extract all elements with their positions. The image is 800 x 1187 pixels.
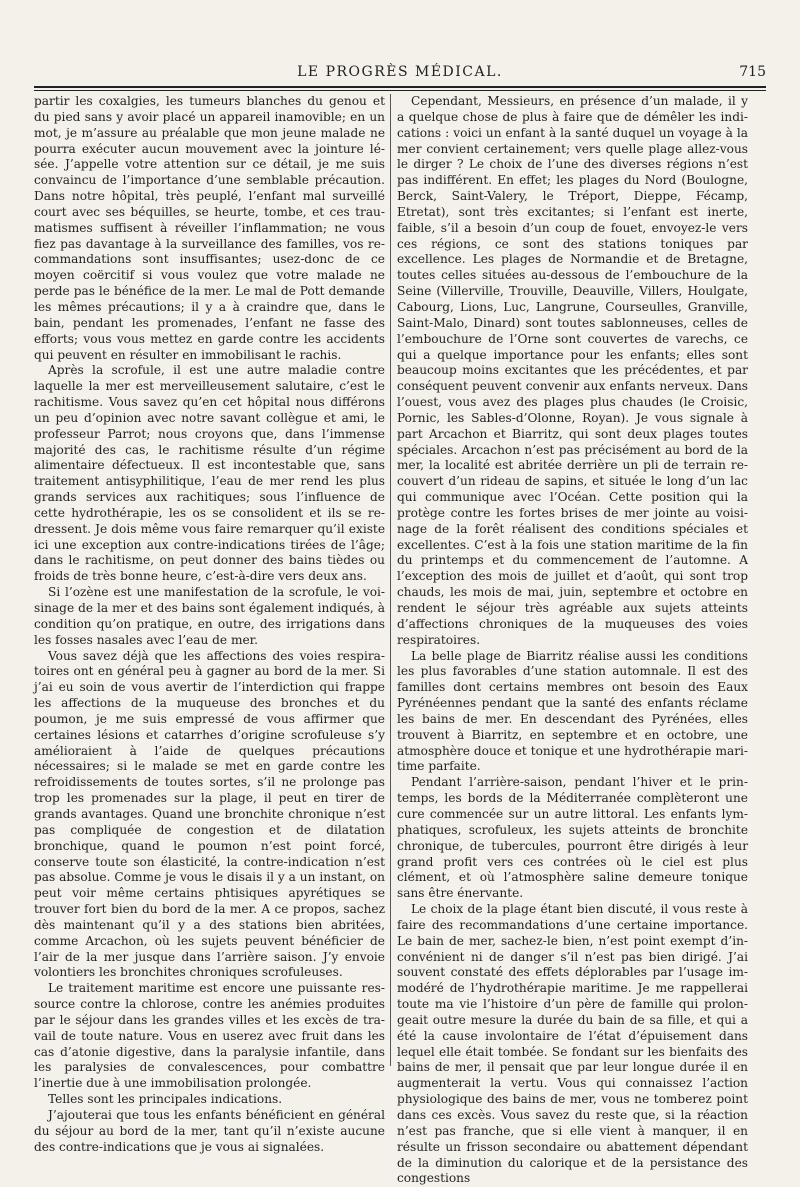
- paragraph: Vous savez déjà que les affections des voies respiratoires ont en général peu à gagner au bord de la mer. Si j’ai eu soin de vous avertir de l’interdiction qui frappe les affections de la muqueuse des bronches et du poumon, je me suis empressé de vous affirmer que certaines lésions et catarrhes d’origine scrofuleuse s’y amélioraient à l’aide de quelques précautions nécessaires; si le malade se met en garde contre les refroidissements de toutes sortes, s’il ne prolonge pas trop les promenades sur la plage, il peut en tirer de grands avantages. Quand une bronchite chronique n’est pas compliquée de congestion et de dilatation bronchique, quand le poumon n’est point forcé, conserve toute son élasticité, la contre-indication n’est pas absolue. Comme je vous le disais il y a un instant, on peut voir même certains phtisiques apyrétiques se trouver fort bien du bord de la mer. A ce propos, sachez dès maintenant qu’il y a des stations bien abritées, comme Arcachon, où les sujets peuvent bénéficier de l’air de la mer jusque dans l’arrière saison. J’y envoie volontiers les bronchites chroniques scrofuleuses.: [34, 648, 385, 980]
- paragraph: Cependant, Messieurs, en présence d’un malade, il y a quelque chose de plus à faire que de démêler les indications : voici un enfant à la santé duquel un voyage à la mer convient certainement; vers quelle plage allez-vous le dirger ? Le choix de l’une des diverses régions n’est pas indifférent. En effet; les plages du Nord (Boulogne, Berck, Saint-Valery, le Tréport, Dieppe, Fécamp, Etretat), sont très excitantes; si l’enfant est inerte, faible, s’il a besoin d’un coup de fouet, envoyez-le vers ces régions, ce sont des stations toniques par excellence. Les plages de Normandie et de Bretagne, toutes celles situées au-dessous de l’embouchure de la Seine (Villerville, Trouville, Deauville, Villers, Houlgate, Cabourg, Lions, Luc, Langrune, Courseulles, Granville, Saint-Malo, Dinard) sont toutes sablonneuses, celles de l’embouchure de l’Orne sont couvertes de varechs, ce qui a quelque importance pour les enfants; elles sont beaucoup moins excitantes que les précédentes, et par conséquent peuvent convenir aux enfants nerveux. Dans l’ouest, vous avez des plages plus chaudes (le Croisic, Pornic, les Sables-d’Olonne, Royan). Je vous signale à part Arcachon et Biarritz, qui sont deux plages toutes spéciales. Arcachon n’est pas précisément au bord de la mer, la localité est abritée derrière un pli de terrain recouvert d’un rideau de sapins, et située le long d’un lac qui communique avec l’Océan. Cette position qui la protège contre les fortes brises de mer jointe au voisinage de la forêt réalisent des conditions spéciales et excellentes. C’est à la fois une station maritime de la fin du printemps et du commencement de l’automne. A l’exception des mois de juillet et d’août, qui sont trop chauds, les mois de mai, juin, septembre et octobre en rendent le séjour très agréable aux sujets atteints d’affections chroniques de la muqueuses des voies respiratoires.: [397, 94, 748, 647]
- header-rule-thin: [34, 90, 766, 91]
- paragraph: Le choix de la plage étant bien discuté, il vous reste à faire des recommandations d’une certaine importance. Le bain de mer, sachez-le bien, n’est point exempt d’inconvénient ni de danger s’il n’est pas bien dirigé. J’ai souvent constaté des effets déplorables par l’usage immodéré de l’hydrothérapie maritime. Je me rappellerai toute ma vie l’histoire d’un père de famille qui prolongeait outre mesure la durée du bain de sa fille, et qui a été la cause involontaire de l’état d’épuisement dans lequel elle était tombée. Se fondant sur les bienfaits des bains de mer, il pensait que par leur longue durée il en augmenterait la vertu. Vous qui connaissez l’action physiologique des bains de mer, vous ne tomberez point dans ces excès. Vous savez du reste que, si la réaction n’est pas franche, que si elle vient à manquer, il en résulte un frisson secondaire ou abattement dépendant de la diminution du calorique et de la persistance des congestions: [397, 902, 748, 1186]
- paragraph: Telles sont les principales indications.: [48, 1092, 283, 1107]
- running-title: LE PROGRÈS MÉDICAL.: [297, 64, 503, 80]
- paragraph: partir les coxalgies, les tumeurs blanches du genou et du pied sans y avoir placé un appareil inamovible; en un mot, je m’assure au préalable que mon jeune malade ne pourra exécuter aucun mouvement avec la jointure lésée. J’appelle votre attention sur ce détail, je me suis convaincu de l’importance d’une semblable précaution. Dans notre hôpital, très peuplé, l’enfant mal surveillé court avec ses béquilles, se heurte, tombe, et ces traumatismes suffisent à réveiller l’inflammation; ne vous fiez pas davantage à la surveillance des familles, vos recommandations sont insuffisantes; usez-donc de ce moyen coërcitif si vous voulez que votre malade ne perde pas le bénéfice de la mer. Le mal de Pott demande les mêmes précautions; il y a à craindre que, dans le bain, pendant les promenades, l’enfant ne fasse des efforts; vous vous mettez en garde contre les accidents qui peuvent en résulter en immobilisant le rachis.: [34, 94, 385, 362]
- page-number: 715: [739, 64, 766, 80]
- paragraph: Pendant l’arrière-saison, pendant l’hiver et le printemps, les bords de la Méditerranée complèteront une cure commencée sur un autre littoral. Les enfants lymphatiques, scrofuleux, les sujets atteints de bronchite chronique, de tubercules, pourront être dirigés à leur grand profit vers ces contrées où le ciel est plus clément, et où l’atmosphère saline demeure tonique sans être énervante.: [397, 775, 748, 901]
- column-divider: [390, 94, 391, 1066]
- header-rule-thick: [34, 86, 766, 88]
- page-header: [34, 64, 766, 84]
- left-column: [34, 94, 385, 1156]
- paragraph: La belle plage de Biarritz réalise aussi les conditions les plus favorables d’une station automnale. Il est des familles dont certains membres ont besoin des Eaux Pyrénéennes pendant que la santé des enfants réclame les bains de mer. En descendant des Pyrénées, elles trouvent à Biarritz, en septembre et en octobre, une atmosphère douce et tonique et une hydrothérapie maritime parfaite.: [397, 648, 748, 774]
- right-column: [397, 94, 748, 1187]
- paragraph: Après la scrofule, il est une autre maladie contre laquelle la mer est merveilleusement salutaire, c’est le rachitisme. Vous savez qu’en cet hôpital nous différons un peu d’opinion avec notre savant collègue et ami, le professeur Parrot; nous croyons que, dans l’immense majorité des cas, le rachitisme résulte d’un régime alimentaire défectueux. Il est incontestable que, sans traitement antisyphilitique, l’eau de mer rend les plus grands services aux rachitiques; sous l’influence de cette hydrothérapie, les os se consolident et ils se redressent. Je dois même vous faire remarquer qu’il existe ici une exception aux contre-indications tirées de l’âge; dans le rachitisme, on peut donner des bains tièdes ou froids de très bonne heure, c’est-à-dire vers deux ans.: [34, 363, 385, 584]
- paragraph: Si l’ozène est une manifestation de la scrofule, le voisinage de la mer et des bains sont également indiqués, à condition qu’on pratique, en outre, des irrigations dans les fosses nasales avec l’eau de mer.: [34, 585, 385, 647]
- paragraph: J’ajouterai que tous les enfants bénéficient en général du séjour au bord de la mer, tant qu’il n’existe aucune des contre-indications que je vous ai signalées.: [34, 1108, 385, 1154]
- paragraph: Le traitement maritime est encore une puissante ressource contre la chlorose, contre les anémies produites par le séjour dans les grandes villes et les excès de travail de toute nature. Vous en userez avec fruit dans les cas d’atonie digestive, dans la paralysie infantile, dans les paralysies de convalescences, pour combattre l’inertie due à une immobilisation prolongée.: [34, 981, 385, 1091]
